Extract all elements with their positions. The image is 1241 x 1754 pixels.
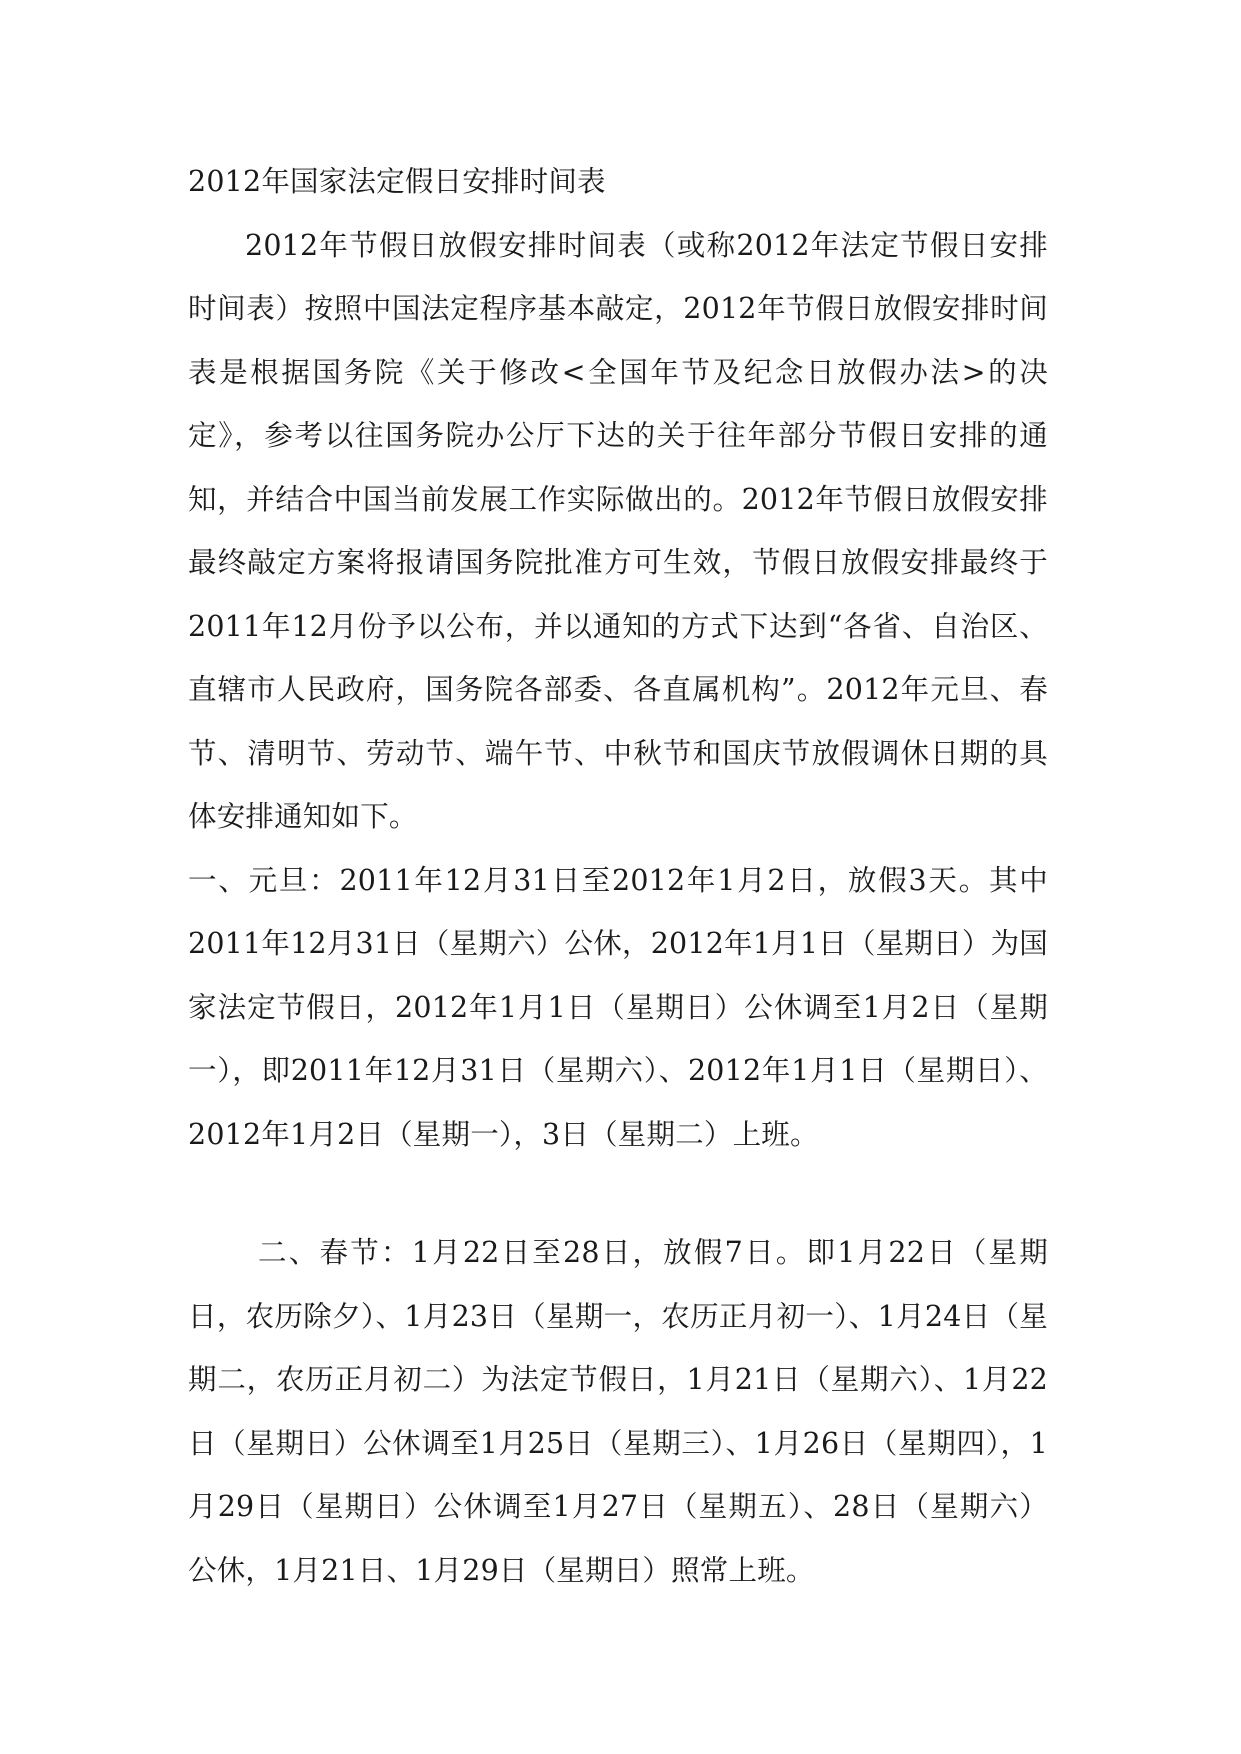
intro-paragraph: 2012年节假日放假安排时间表（或称2012年法定节假日安排时间表）按照中国法定程序基本敲定，2012年节假日放假安排时间表是根据国务院《关于修改<全国年节及纪念日放假办法>的决定》，参考以往国务院办公厅下达的关于往年部分节假日安排的通知，并结合中国当前发展工作实际做出的。2012年节假日放假安排最终敲定方案将报请国务院批准方可生效，节假日放假安排最终于2011年12月份予以公布，并以通知的方式下达到“各省、自治区、直辖市人民政府，国务院各部委、各直属机构”。2012年元旦、春节、清明节、劳动节、端午节、中秋节和国庆节放假调休日期的具体安排通知如下。	[188, 228, 1048, 833]
document-title: 2012年国家法定假日安排时间表	[188, 165, 606, 198]
paragraph-gap	[188, 1166, 1048, 1221]
spring-festival-section: 二、春节：1月22日至28日，放假7日。即1月22日（星期日，农历除夕）、1月23日（星期一，农历正月初一）、1月24日（星期二，农历正月初二）为法定节假日，1月21日（星期六）、1月22日（星期日）公休调至1月25日（星期三）、1月26日（星期四），1月29日（星期日）公休调至1月27日（星期五）、28日（星期六）公休，1月21日、1月29日（星期日）照常上班。	[188, 1236, 1048, 1587]
new-year-section: 一、元旦：2011年12月31日至2012年1月2日，放假3天。其中2011年12月31日（星期六）公休，2012年1月1日（星期日）为国家法定节假日，2012年1月1日（星期日）公休调至1月2日（星期一），即2011年12月31日（星期六）、2012年1月1日（星期日）、2012年1月2日（星期一），3日（星期二）上班。	[188, 863, 1048, 1151]
document-body	[188, 150, 1048, 1602]
